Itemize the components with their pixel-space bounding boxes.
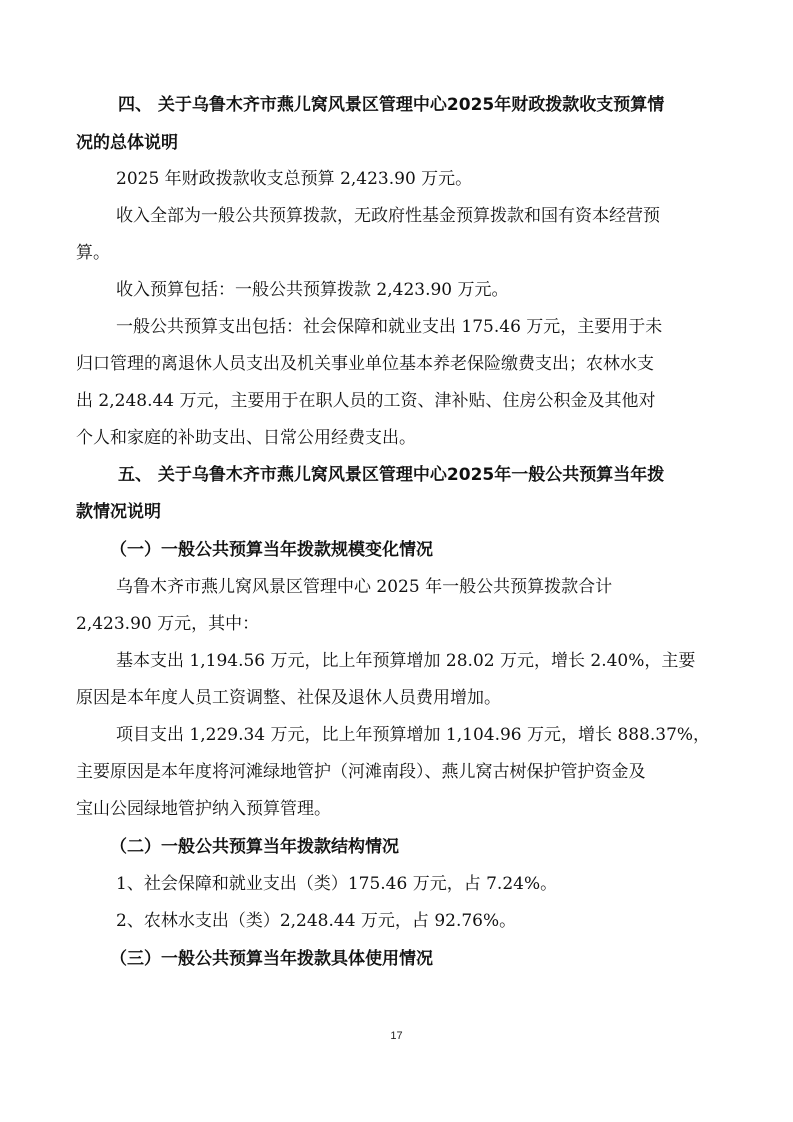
section-5-heading-line-1: 五、 关于乌鲁木齐市燕儿窝风景区管理中心2025年一般公共预算当年拨 [118,465,665,485]
list-item-agriculture: 2、农林水支出（类）2,248.44 万元，占 92.76%。 [116,911,517,931]
paragraph-project-expenditure-line-1: 项目支出 1,229.34 万元，比上年预算增加 1,104.96 万元，增长 888.37%， [116,725,711,745]
subsection-3-heading: （三）一般公共预算当年拨款具体使用情况 [110,949,433,969]
paragraph-basic-expenditure-line-1: 基本支出 1,194.56 万元，比上年预算增加 28.02 万元，增长 2.40%，主要 [116,651,696,671]
section-4-heading-line-2: 况的总体说明 [76,133,178,153]
paragraph-total-allocation-line-1: 乌鲁木齐市燕儿窝风景区管理中心 2025 年一般公共预算拨款合计 [116,577,613,597]
paragraph-expenditure-line-2: 归口管理的离退休人员支出及机关事业单位基本养老保险缴费支出；农林水支 [76,354,654,374]
subsection-1-heading: （一）一般公共预算当年拨款规模变化情况 [110,540,433,560]
section-5-heading-line-2: 款情况说明 [76,502,161,522]
paragraph-expenditure-line-3: 出 2,248.44 万元，主要用于在职人员的工资、津补贴、住房公积金及其他对 [76,391,656,411]
section-4-heading-line-1: 四、 关于乌鲁木齐市燕儿窝风景区管理中心2025年财政拨款收支预算情 [118,95,665,115]
paragraph-project-expenditure-line-3: 宝山公园绿地管护纳入预算管理。 [76,799,331,819]
paragraph-income-line-2: 算。 [76,243,110,263]
paragraph-expenditure-line-1: 一般公共预算支出包括：社会保障和就业支出 175.46 万元，主要用于未 [116,317,663,337]
list-item-social-security: 1、社会保障和就业支出（类）175.46 万元，占 7.24%。 [116,874,558,894]
subsection-2-heading: （二）一般公共预算当年拨款结构情况 [110,837,399,857]
page-number: 17 [390,1030,403,1042]
paragraph-basic-expenditure-line-2: 原因是本年度人员工资调整、社保及退休人员费用增加。 [76,688,501,708]
paragraph-total-budget: 2025 年财政拨款收支总预算 2,423.90 万元。 [116,169,473,189]
paragraph-project-expenditure-line-2: 主要原因是本年度将河滩绿地管护（河滩南段）、燕儿窝古树保护管护资金及 [76,762,646,782]
paragraph-income-line-1: 收入全部为一般公共预算拨款，无政府性基金预算拨款和国有资本经营预 [116,206,660,226]
paragraph-income-budget: 收入预算包括：一般公共预算拨款 2,423.90 万元。 [116,280,509,300]
paragraph-expenditure-line-4: 个人和家庭的补助支出、日常公用经费支出。 [76,428,416,448]
paragraph-total-allocation-line-2: 2,423.90 万元，其中： [76,614,260,634]
